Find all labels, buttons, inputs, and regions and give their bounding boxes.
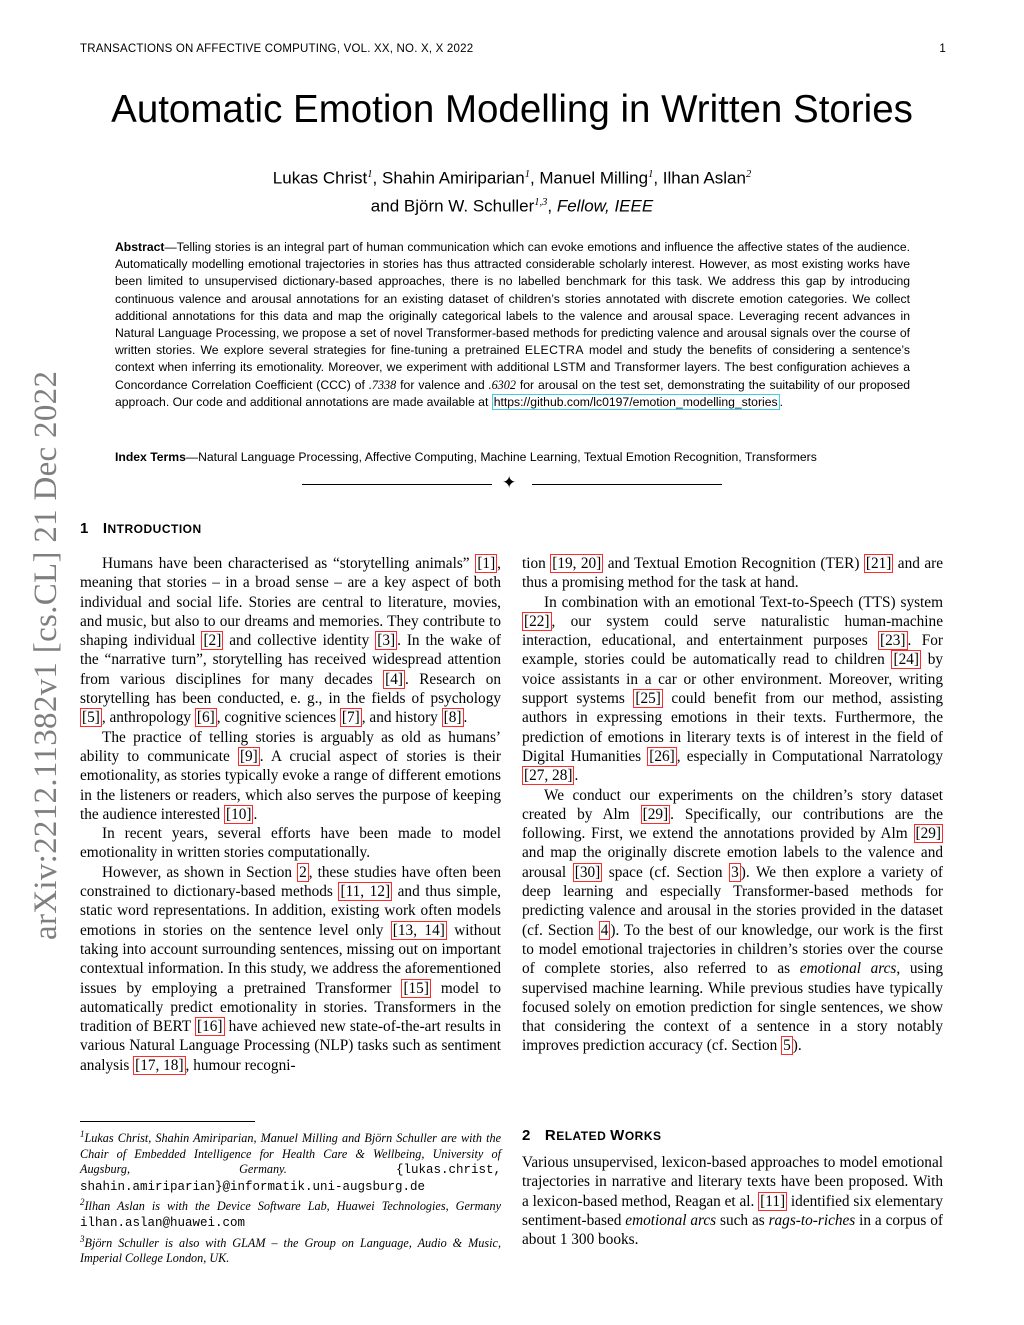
paragraph-text: identified six elementary sentiment-based xyxy=(522,1192,943,1229)
paragraph-text: , and history xyxy=(361,709,442,727)
citation-link[interactable]: [6] xyxy=(196,709,215,727)
citation-link[interactable]: [17, 18] xyxy=(135,1056,184,1074)
citation-link[interactable]: [27, 28] xyxy=(524,767,573,785)
paragraph xyxy=(522,554,943,593)
paragraph-text: . Research on storytelling has been conducted, e. g., in the fields of psychology xyxy=(80,670,502,708)
section-number: 1 xyxy=(80,520,89,537)
paragraph-text: and map the originally discrete emotion labels to the valence and arousal xyxy=(522,844,943,881)
paragraph-text: by voice assistants in a car or other environment. Moreover, writing support systems xyxy=(522,651,943,708)
footnote-text: Ilhan Aslan is with the Device Software Lab, Huawei Technologies, Germany xyxy=(84,1199,501,1214)
paragraph-text: could benefit from our method, assisting authors in expressing emotions in their texts. Furthermore, the prediction of emotions in literary texts is of interest in the field of Digital Humanities xyxy=(522,690,944,765)
affiliation-mark: 1,3 xyxy=(534,196,548,208)
paragraph-text: , cognitive sciences xyxy=(216,709,340,727)
citation-link[interactable]: [10] xyxy=(225,805,252,823)
paragraph-text: books. xyxy=(594,1231,639,1249)
affiliation-mark: 1 xyxy=(367,169,373,180)
citation-link[interactable]: [19, 20] xyxy=(552,555,602,572)
number: 1 300 xyxy=(559,1231,595,1249)
paragraph xyxy=(522,593,943,786)
citation-link[interactable]: [24] xyxy=(893,651,919,669)
journal-name: TRANSACTIONS ON AFFECTIVE COMPUTING, VOL. XX, NO. X, X 2022 xyxy=(80,43,474,55)
paragraph-text: , using supervised machine learning. While previous studies have typically focused solely on emotion prediction for single sentences, we show that considering the context of a sentence in a story notably improves prediction accuracy (cf. Section xyxy=(522,960,944,1055)
citation-link[interactable]: 3 xyxy=(731,863,739,881)
footnote-rule xyxy=(80,1121,255,1122)
citation-link[interactable]: [22] xyxy=(524,612,550,630)
abstract xyxy=(115,239,910,411)
paragraph-text: model to automatically predict emotionality in stories. Transformers in the tradition of BERT xyxy=(80,979,501,1036)
paragraph-text: and thus simple, static word representations. In addition, existing work often models emotions in stories on the sentence level only xyxy=(80,883,501,939)
star-icon: ✦ xyxy=(502,473,517,493)
citation-link[interactable]: [23] xyxy=(880,632,906,650)
citation-link[interactable]: [30] xyxy=(574,863,601,881)
citation-link[interactable]: [29] xyxy=(642,805,669,823)
footnote xyxy=(80,1127,501,1195)
ccc-valence: .7338 xyxy=(368,377,397,392)
section-number: 2 xyxy=(522,1127,531,1144)
section-title-rest: NTRODUCTION xyxy=(107,522,202,536)
abstract-model-name: ELECTRA xyxy=(524,343,584,358)
paragraph-text: and collective identity xyxy=(223,632,376,650)
citation-link[interactable]: [9] xyxy=(239,747,258,765)
running-header xyxy=(80,43,946,55)
left-column xyxy=(80,554,501,1075)
section-heading-related-works xyxy=(522,1127,661,1144)
section-title-initial: R xyxy=(544,1127,557,1144)
paragraph-text: . For example, stories could be automatically read to children xyxy=(522,632,943,669)
paragraph: In recent years, several efforts have been made to model emotionality in written stories computationally. xyxy=(80,825,501,862)
citation-link[interactable]: [8] xyxy=(443,709,462,727)
citation-link[interactable]: [25] xyxy=(635,690,661,708)
paragraph-text: , humour recogni- xyxy=(185,1056,296,1074)
paragraph-text: such as xyxy=(716,1211,769,1229)
section-divider xyxy=(302,473,722,493)
paragraph-text: tion xyxy=(522,555,551,572)
affiliation-mark: 1 xyxy=(524,169,530,180)
abstract-text: model and study the benefits of considering a sentence’s context when inferring its emotionality. Moreover, we experiment with additional LSTM and Transformer layers. The best configuration achieves a Concordance Correlation Coefficient (CCC) of xyxy=(115,343,910,392)
author-name: Lukas Christ xyxy=(272,168,368,188)
right-column-related-works xyxy=(522,1153,943,1249)
citation-link[interactable]: [13, 14] xyxy=(392,921,445,939)
paragraph-text: without taking into account surrounding sentences, missing out on important contextual information. In this study, we address the aforementioned issues by employing a pretrained Transformer xyxy=(80,921,501,997)
divider-line xyxy=(302,484,492,485)
paragraph-text: , meaning that stories – in a broad sense – are a key aspect of both individual and social life. Stories are central to literature, movies, and music, but also to our dreams and memories. They contribute to shaping individual xyxy=(80,555,501,650)
abstract-text: for valence and xyxy=(396,377,489,392)
paragraph-text: have achieved new state-of-the-art results in various Natural Language Processing (NLP) tasks such as sentiment analysis xyxy=(80,1018,501,1074)
paragraph-text: . In the wake of the “narrative turn”, storytelling has received widespread attention from various disciplines for many decades xyxy=(80,632,501,688)
footnote-mark: 1 xyxy=(80,1129,85,1139)
abstract-text: —Telling stories is an integral part of human communication which can evoke emotions and influence the affective states of the audience. Automatically modelling emotional trajectories in stories has thus attracted considerable scholarly interest. However, as most existing works have been limited to unsupervised dictionary-based approaches, there is no labelled benchmark for this task. We address this gap by introducing continuous valence and arousal annotations for an existing dataset of children’s stories annotated with discrete emotion categories. We collect additional annotations for this data and map the originally categorical labels to the valence and arousal space. Leveraging recent advances in Natural Language Processing, we propose a set of novel Transformer-based methods for predicting valence and arousal signals over the course of written stories. We explore several strategies for fine-tuning a pretrained xyxy=(115,240,910,358)
paragraph-text: Various unsupervised, lexicon-based approaches to model emotional trajectories in narrative and literary texts have been proposed. With a lexicon-based method, Reagan et al. xyxy=(522,1154,943,1210)
author-fellow-title: Fellow, IEEE xyxy=(556,196,654,216)
citation-link[interactable]: [21] xyxy=(865,555,892,572)
citation-link[interactable]: [16] xyxy=(197,1018,223,1036)
footnote-email: {lukas.christ, shahin.amiriparian}@informatik.uni-augsburg.de xyxy=(80,1163,501,1194)
paragraph-text: Humans have been characterised as “storytelling animals” xyxy=(102,555,476,572)
paragraph-text: We conduct our experiments on the children’s story dataset created by Alm xyxy=(522,786,943,823)
paragraph-text xyxy=(522,787,943,978)
paragraph xyxy=(80,554,501,728)
citation-link[interactable]: [7] xyxy=(341,709,360,727)
citation-link[interactable]: 2 xyxy=(299,863,307,881)
paragraph-text: ). To the best of our knowledge, our work is the first to model emotional trajectories in children’s stories over the course of complete stories, also referred to as xyxy=(522,921,943,978)
footnote-mark: 2 xyxy=(80,1197,85,1208)
paragraph-text: In combination with an emotional Text-to-Speech (TTS) system xyxy=(544,593,943,611)
citation-link[interactable]: [26] xyxy=(649,747,675,765)
footnote-text: Björn Schuller is also with GLAM – the Group on Language, Audio & Music, Imperial College London, UK. xyxy=(80,1235,501,1266)
footnote xyxy=(80,1195,501,1231)
abstract-label: Abstract xyxy=(115,240,165,254)
paragraph-text: , our system could serve naturalistic human-machine interaction, educational, and entertainment purposes xyxy=(522,612,943,650)
citation-link[interactable]: 4 xyxy=(600,921,609,939)
index-terms xyxy=(115,450,910,464)
paragraph xyxy=(80,728,501,824)
footnotes xyxy=(80,1127,501,1267)
paragraph-text: and Textual Emotion Recognition (TER) xyxy=(603,555,864,572)
footnote xyxy=(80,1232,501,1267)
paragraph-text: in a corpus of about xyxy=(522,1211,944,1249)
paragraph-text: However, as shown in Section xyxy=(102,863,298,881)
section-heading-introduction xyxy=(80,520,202,537)
section-title-rest: ELATED xyxy=(556,1129,611,1143)
emphasis: rags-to-riches xyxy=(768,1211,856,1229)
emphasis: emotional arcs xyxy=(625,1211,717,1229)
citation-link[interactable]: [1] xyxy=(477,555,496,572)
author-list: Lukas Christ$^1$, Shahin Amiriparian$^1$, Manuel Milling$^1$, Ilhan Aslan$^2$ and Björn W. Schuller$^{1,3}$, Fellow, IEEE xyxy=(272,168,752,216)
paragraph-text: . xyxy=(574,767,579,785)
code-url-link[interactable]: https://github.com/lc0197/emotion_modelling_stories xyxy=(493,394,778,409)
paragraph-text: . xyxy=(463,709,468,727)
emphasis: emotional arcs xyxy=(799,960,897,978)
author-name: Ilhan Aslan xyxy=(662,168,746,188)
paragraph-text: . A crucial aspect of stories is their emotionality, as stories typically evoke a range of different emotions in the listeners or readers, which also serves the purpose of keeping the audience interested xyxy=(80,747,501,823)
footnote-email: ilhan.aslan@huawei.com xyxy=(80,1216,246,1231)
section-title-initial: W xyxy=(610,1127,625,1144)
index-terms-label: Index Terms xyxy=(115,450,186,464)
citation-link[interactable]: 5 xyxy=(783,1037,791,1055)
paragraph-text: The practice of telling stories is arguably as old as humans’ ability to communicate xyxy=(80,728,501,765)
right-column xyxy=(522,554,943,1056)
abstract-text: for arousal on the test set, demonstrating the suitability of our proposed approach. Our code and additional annotations are made available at xyxy=(115,377,911,409)
paragraph-text: ). xyxy=(792,1037,802,1055)
citation-link[interactable]: [4] xyxy=(385,670,403,688)
author-name: Shahin Amiriparian xyxy=(381,168,525,188)
paragraph xyxy=(522,786,943,1056)
citation-link[interactable]: [15] xyxy=(403,979,429,997)
citation-link[interactable]: [5] xyxy=(82,709,100,727)
ccc-arousal: .6302 xyxy=(488,377,516,392)
arxiv-identifier: arXiv:2212.11382v1 [cs.CL] 21 Dec 2022 xyxy=(28,370,64,940)
index-terms-text: —Natural Language Processing, Affective Computing, Machine Learning, Textual Emotion Recognition, Transformers xyxy=(185,450,817,464)
paragraph-text: , anthropology xyxy=(101,709,195,727)
citation-link[interactable]: [11] xyxy=(760,1192,786,1210)
divider-line xyxy=(532,484,722,485)
affiliation-mark: 2 xyxy=(745,169,752,180)
author-name: and Björn W. Schuller xyxy=(370,196,535,216)
section-title-initial: I xyxy=(102,520,108,537)
paragraph xyxy=(522,1153,943,1249)
paragraph xyxy=(80,863,501,1075)
footnote-text: Lukas Christ, Shahin Amiriparian, Manuel Milling and Björn Schuller are with the Chair of Embedded Intelligence for Health Care & Wellbeing, University of Augsburg, Germany. xyxy=(80,1131,501,1177)
paragraph-text: . xyxy=(253,805,258,823)
paragraph-text: , especially in Computational Narratology xyxy=(676,747,943,765)
citation-link[interactable]: [29] xyxy=(915,825,941,843)
citation-link[interactable]: [11, 12] xyxy=(340,883,391,901)
abstract-text: . xyxy=(779,394,783,409)
affiliation-mark: 1 xyxy=(648,169,654,180)
paragraph-text: , these studies have often been constrained to dictionary-based methods xyxy=(80,863,501,901)
paragraph-text: space (cf. Section xyxy=(602,863,730,881)
footnote-mark: 3 xyxy=(80,1233,85,1244)
author-name: Manuel Milling xyxy=(539,168,649,188)
citation-link[interactable]: [3] xyxy=(377,632,396,650)
page-number: 1 xyxy=(939,43,946,55)
paragraph-text: and are thus a promising method for the task at hand. xyxy=(522,555,943,592)
paper-title: Automatic Emotion Modelling in Written Stories xyxy=(111,88,913,131)
paragraph-text: . Specifically, our contributions are the following. First, we extend the annotations provided by Alm xyxy=(522,805,944,843)
section-title-rest: ORKS xyxy=(624,1129,662,1143)
citation-link[interactable]: [2] xyxy=(203,632,222,650)
paragraph-text: ). We then explore a variety of deep learning and especially Transformer-based methods for predicting valence and arousal in the stories provided in the dataset (cf. Section xyxy=(522,863,944,939)
